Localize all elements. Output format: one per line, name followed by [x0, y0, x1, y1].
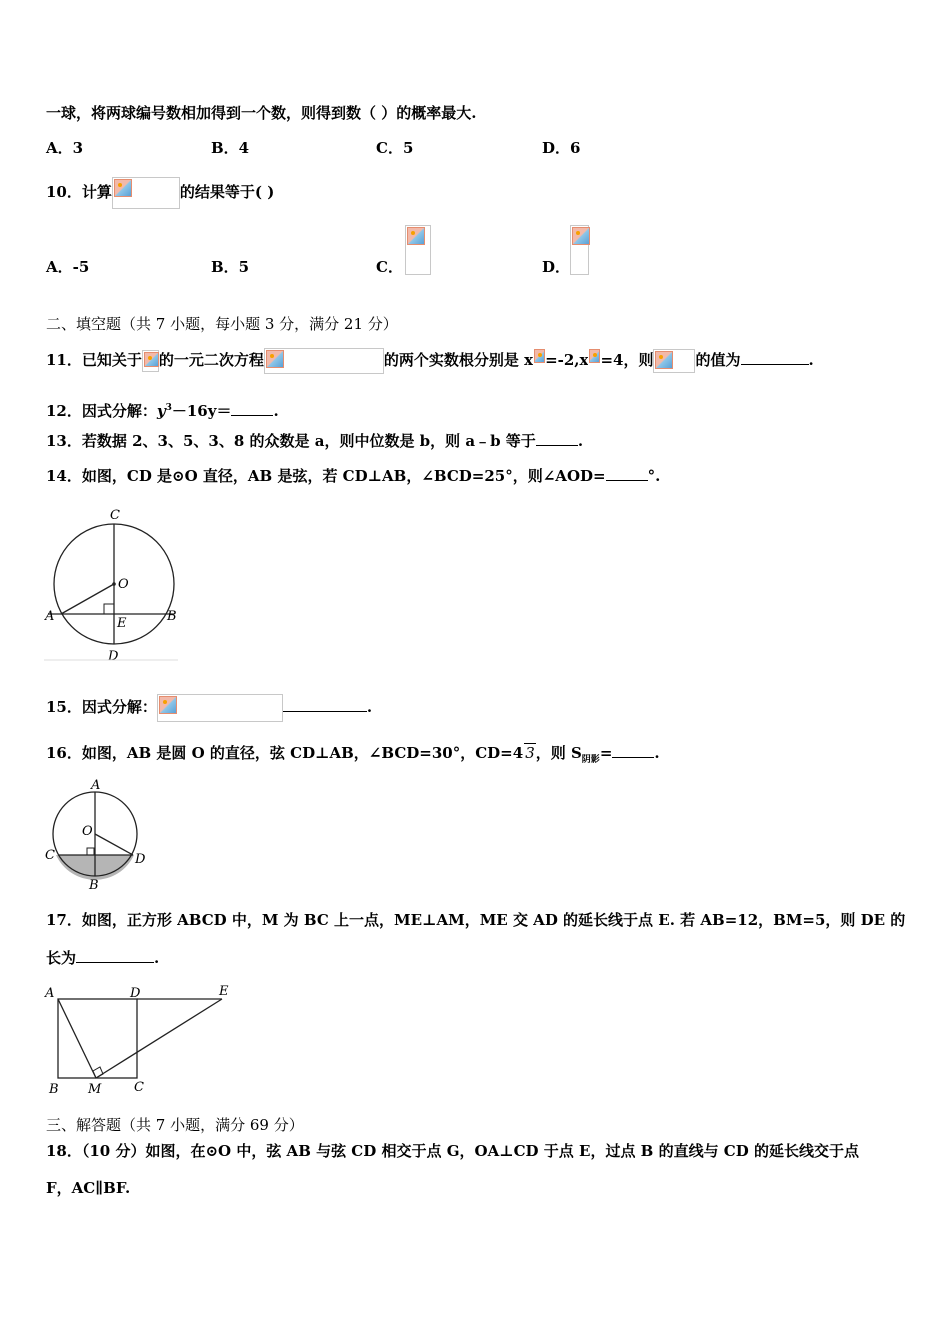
- q13-text: 13．若数据 2、3、5、3、8 的众数是 a，则中位数是 b，则 a﹣b 等于: [46, 432, 536, 450]
- q10-option-c: C．: [376, 258, 403, 276]
- q12-question: [46, 398, 279, 421]
- section-3-heading: 三、解答题（共 7 小题，满分 69 分）: [46, 1116, 304, 1134]
- q16-label-c: C: [45, 848, 55, 863]
- q14-answer-blank[interactable]: [606, 466, 648, 481]
- q16-label-o: O: [82, 824, 93, 839]
- q14-question: [46, 466, 660, 486]
- q11-answer-blank[interactable]: [741, 350, 809, 365]
- q17-label-b: B: [49, 1082, 59, 1097]
- q15-end: .: [366, 698, 373, 716]
- q17-square-abcd: [58, 999, 137, 1078]
- q17-segment-am: [58, 999, 96, 1078]
- q17-label-a: A: [45, 986, 55, 1001]
- q16-text-2: ，则 S: [535, 744, 582, 762]
- q14-label-o: O: [118, 577, 129, 592]
- q14-label-a: A: [45, 609, 55, 624]
- q17-label-m: M: [88, 1082, 102, 1097]
- q10-option-c-image: [405, 225, 431, 275]
- q18-line-1: 18．（10 分）如图，在⊙O 中，弦 AB 与弦 CD 相交于点 G，OA⊥CD 于点 E，过点 B 的直线与 CD 的延长线交于点: [46, 1142, 859, 1160]
- q11-end: .: [808, 351, 814, 369]
- q10-option-b: B．5: [211, 258, 250, 276]
- q17-label-e: E: [219, 984, 229, 999]
- q14-center-point: [112, 582, 116, 586]
- q14-label-d: D: [108, 649, 119, 662]
- q11-text-2: 的一元二次方程: [158, 351, 264, 369]
- q16-label-b: B: [89, 878, 99, 893]
- q18-line-2: F，AC∥BF.: [46, 1179, 131, 1197]
- q15-question: [46, 690, 372, 724]
- q17-label-c: C: [134, 1080, 144, 1095]
- q11-text-1: 11．已知关于: [46, 351, 142, 369]
- q10-option-a: A．-5: [46, 258, 90, 276]
- q11-text-4: =-2,x: [545, 351, 589, 369]
- q16-subscript: 阴影: [581, 755, 600, 765]
- q11-expression-image: [653, 349, 695, 373]
- q17-label-d: D: [130, 986, 141, 1001]
- q16-sqrt: 3: [525, 744, 535, 762]
- q13-question: [46, 431, 583, 451]
- q11-equation-image: [264, 348, 384, 374]
- q14-text: 14．如图，CD 是⊙O 直径，AB 是弦，若 CD⊥AB，∠BCD=25°，则∠AOD=: [46, 467, 606, 485]
- q16-circle-figure: [44, 777, 148, 893]
- q9-text: 一球，将两球编号数相加得到一个数，则得到数（ ）的概率最大.: [46, 104, 477, 122]
- q11-text-3: 的两个实数根分别是 x: [383, 351, 534, 369]
- q11-text-5: =4，则: [600, 351, 654, 369]
- q10-suffix: 的结果等于( ): [179, 183, 275, 201]
- q17-line-1: 17．如图，正方形 ABCD 中，M 为 BC 上一点，ME⊥AM，ME 交 AD 的延长线于点 E. 若 AB=12，BM=5，则 DE 的: [46, 911, 906, 929]
- q14-label-c: C: [110, 508, 120, 523]
- q16-segment-od: [95, 834, 133, 855]
- q12-end: .: [273, 402, 279, 420]
- q11-text-6: 的值为: [695, 351, 741, 369]
- q16-answer-blank[interactable]: [612, 743, 654, 758]
- q11-subscript-2-image: [588, 348, 600, 374]
- q10-question: [46, 174, 274, 210]
- q14-end: °.: [647, 467, 661, 485]
- q17-answer-blank[interactable]: [76, 948, 154, 963]
- q12-prefix: 12．因式分解：: [46, 402, 157, 420]
- q17-segment-me: [96, 999, 222, 1078]
- q10-prefix: 10．计算: [46, 183, 112, 201]
- q11-question: [46, 344, 814, 376]
- q17-text-2: 长为: [46, 949, 77, 967]
- q16-question: [46, 743, 660, 770]
- q11-subscript-1-image: [533, 348, 545, 374]
- q10-expression-image: [112, 177, 180, 209]
- q13-answer-blank[interactable]: [536, 431, 578, 446]
- q15-answer-blank[interactable]: [283, 697, 367, 712]
- q12-variable: y: [156, 402, 166, 420]
- q12-rest: －16y＝: [171, 402, 232, 420]
- q9-option-a: A．3: [46, 139, 84, 157]
- q9-option-d: D．6: [542, 139, 581, 157]
- q11-image-k: [142, 350, 159, 372]
- q15-expression-image: [157, 694, 283, 722]
- q17-line-2: [46, 948, 159, 968]
- q16-end: .: [654, 744, 660, 762]
- q15-prefix: 15．因式分解：: [46, 698, 157, 716]
- q14-circle-figure: [44, 502, 178, 662]
- q10-option-d-image: [570, 225, 589, 275]
- q16-text-3: =: [599, 744, 613, 762]
- q10-option-d: D．: [542, 258, 571, 276]
- q14-label-e: E: [117, 616, 127, 631]
- section-2-heading: 二、填空题（共 7 小题，每小题 3 分，满分 21 分）: [46, 315, 398, 333]
- q16-label-d: D: [135, 852, 146, 867]
- q17-square-figure: [44, 981, 236, 1097]
- q17-end: .: [154, 949, 160, 967]
- q16-label-a: A: [91, 778, 101, 793]
- q9-option-c: C．5: [376, 139, 414, 157]
- q14-right-angle-mark: [104, 604, 114, 614]
- q14-label-b: B: [167, 609, 177, 624]
- q13-end: .: [577, 432, 584, 450]
- q12-answer-blank[interactable]: [231, 401, 273, 416]
- q9-option-b: B．4: [211, 139, 250, 157]
- q16-text-1: 16．如图，AB 是圆 O 的直径，弦 CD⊥AB，∠BCD=30°，CD=4: [46, 744, 524, 762]
- q12-exponent: 3: [165, 403, 172, 413]
- q14-segment-ao: [61, 584, 114, 614]
- q16-right-angle-mark: [87, 848, 94, 855]
